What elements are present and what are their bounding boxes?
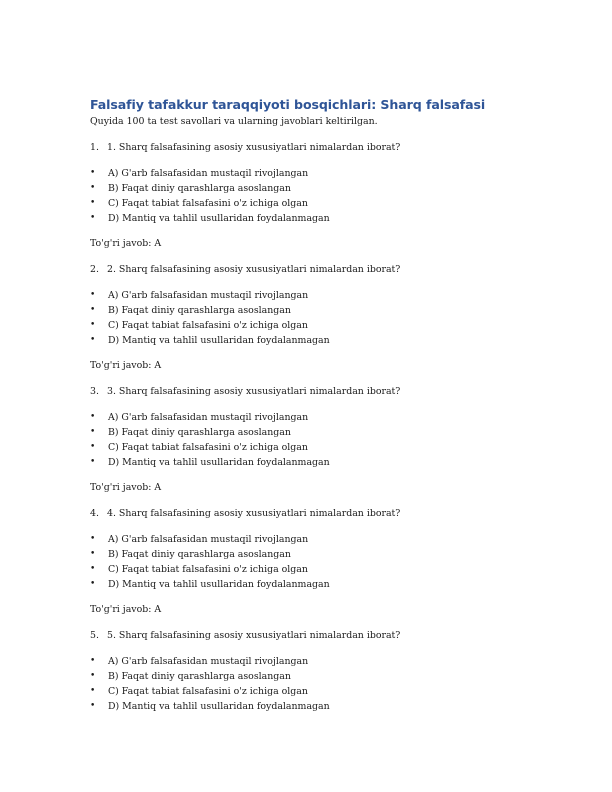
bullet-icon: •: [90, 549, 96, 559]
option-text: D) Mantiq va tahlil usullaridan foydalanmagan: [108, 213, 330, 224]
bullet-icon: •: [90, 579, 96, 589]
option-item: [90, 684, 530, 699]
question-number: 4.: [90, 508, 99, 519]
question-text: 5. Sharq falsafasining asosiy xususiyatlari nimalardan iborat?: [107, 630, 401, 641]
option-item: [90, 699, 530, 714]
option-item: [90, 425, 530, 440]
option-text: C) Faqat tabiat falsafasini o'z ichiga olgan: [108, 198, 308, 209]
question-text: 3. Sharq falsafasining asosiy xususiyatlari nimalardan iborat?: [107, 386, 401, 397]
question-text: 4. Sharq falsafasining asosiy xususiyatlari nimalardan iborat?: [107, 508, 401, 519]
question-text: 1. Sharq falsafasining asosiy xususiyatlari nimalardan iborat?: [107, 142, 401, 153]
question-heading: [90, 141, 530, 155]
question-block: [90, 263, 530, 373]
option-text: B) Faqat diniy qarashlarga asoslangan: [108, 427, 291, 438]
question-heading: [90, 263, 530, 277]
bullet-icon: •: [90, 671, 96, 681]
question-number: 2.: [90, 264, 99, 275]
question-heading: [90, 385, 530, 399]
bullet-icon: •: [90, 564, 96, 574]
question-list: [90, 141, 530, 714]
bullet-icon: •: [90, 168, 96, 178]
question-number: 5.: [90, 630, 99, 641]
document-title: Falsafiy tafakkur taraqqiyoti bosqichlari: Sharq falsafasi: [90, 97, 486, 112]
question-block: [90, 385, 530, 495]
bullet-icon: •: [90, 534, 96, 544]
option-item: [90, 211, 530, 226]
question-text: 2. Sharq falsafasining asosiy xususiyatlari nimalardan iborat?: [107, 264, 401, 275]
correct-answer: To'g'ri javob: A: [90, 482, 162, 493]
question-number: 3.: [90, 386, 99, 397]
bullet-icon: •: [90, 442, 96, 452]
question-block: [90, 507, 530, 617]
option-item: [90, 455, 530, 470]
bullet-icon: •: [90, 320, 96, 330]
bullet-icon: •: [90, 305, 96, 315]
bullet-icon: •: [90, 290, 96, 300]
option-list: [90, 166, 530, 226]
intro-text: Quyida 100 ta test savollari va ularning javoblari keltirilgan.: [90, 116, 378, 127]
option-text: A) G'arb falsafasidan mustaqil rivojlangan: [108, 534, 309, 545]
option-item: [90, 318, 530, 333]
correct-answer: To'g'ri javob: A: [90, 238, 162, 249]
option-text: C) Faqat tabiat falsafasini o'z ichiga olgan: [108, 320, 308, 331]
bullet-icon: •: [90, 427, 96, 437]
option-text: D) Mantiq va tahlil usullaridan foydalanmagan: [108, 579, 330, 590]
option-item: [90, 547, 530, 562]
question-block: [90, 629, 530, 714]
bullet-icon: •: [90, 183, 96, 193]
option-item: [90, 440, 530, 455]
bullet-icon: •: [90, 457, 96, 467]
correct-answer: To'g'ri javob: A: [90, 360, 162, 371]
option-item: [90, 196, 530, 211]
option-text: A) G'arb falsafasidan mustaqil rivojlangan: [108, 412, 309, 423]
option-text: A) G'arb falsafasidan mustaqil rivojlangan: [108, 290, 309, 301]
option-list: [90, 532, 530, 592]
option-item: [90, 654, 530, 669]
option-text: A) G'arb falsafasidan mustaqil rivojlangan: [108, 656, 309, 667]
option-item: [90, 303, 530, 318]
option-text: C) Faqat tabiat falsafasini o'z ichiga olgan: [108, 442, 308, 453]
option-text: B) Faqat diniy qarashlarga asoslangan: [108, 305, 291, 316]
bullet-icon: •: [90, 656, 96, 666]
option-item: [90, 562, 530, 577]
option-item: [90, 333, 530, 348]
option-text: D) Mantiq va tahlil usullaridan foydalanmagan: [108, 457, 330, 468]
bullet-icon: •: [90, 198, 96, 208]
option-item: [90, 577, 530, 592]
question-number: 1.: [90, 142, 99, 153]
question-heading: [90, 507, 530, 521]
option-list: [90, 654, 530, 714]
bullet-icon: •: [90, 335, 96, 345]
question-block: [90, 141, 530, 251]
option-list: [90, 410, 530, 470]
correct-answer: To'g'ri javob: A: [90, 604, 162, 615]
bullet-icon: •: [90, 213, 96, 223]
option-text: A) G'arb falsafasidan mustaqil rivojlangan: [108, 168, 309, 179]
option-text: C) Faqat tabiat falsafasini o'z ichiga olgan: [108, 564, 308, 575]
option-item: [90, 181, 530, 196]
option-text: D) Mantiq va tahlil usullaridan foydalanmagan: [108, 335, 330, 346]
option-list: [90, 288, 530, 348]
question-heading: [90, 629, 530, 643]
option-text: B) Faqat diniy qarashlarga asoslangan: [108, 183, 291, 194]
bullet-icon: •: [90, 686, 96, 696]
option-text: B) Faqat diniy qarashlarga asoslangan: [108, 549, 291, 560]
option-item: [90, 410, 530, 425]
option-text: D) Mantiq va tahlil usullaridan foydalanmagan: [108, 701, 330, 712]
option-item: [90, 532, 530, 547]
option-item: [90, 166, 530, 181]
option-item: [90, 669, 530, 684]
bullet-icon: •: [90, 412, 96, 422]
option-item: [90, 288, 530, 303]
bullet-icon: •: [90, 701, 96, 711]
option-text: B) Faqat diniy qarashlarga asoslangan: [108, 671, 291, 682]
option-text: C) Faqat tabiat falsafasini o'z ichiga olgan: [108, 686, 308, 697]
document-content: [90, 97, 530, 714]
